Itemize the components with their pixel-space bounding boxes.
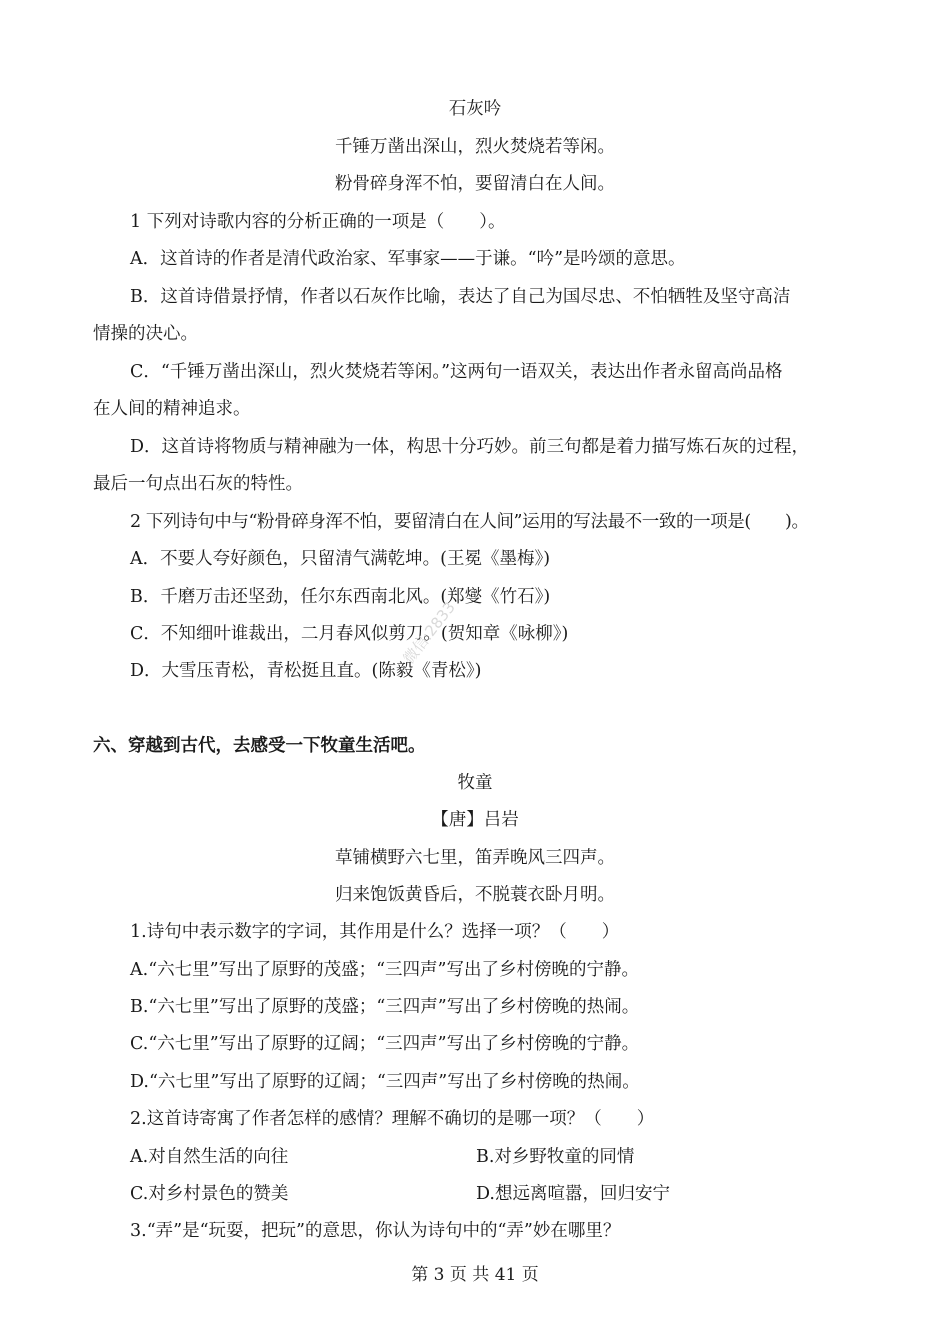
option-b: B.对乡野牧童的同情 [476,1147,635,1167]
page-footer: 第 3 页 共 41 页 [411,1265,539,1285]
option-c: C.对乡村景色的赞美 [130,1184,289,1204]
option-a: A.“六七里”写出了原野的茂盛；“三四声”写出了乡村傍晚的宁静。 [130,960,639,980]
question-stem: 3.“弄”是“玩耍，把玩”的意思，你认为诗句中的“弄”妙在哪里？ [130,1221,621,1241]
poem-title: 牧童 [457,773,493,793]
option-d: D．大雪压青松，青松挺且直。(陈毅《青松》) [130,661,482,681]
option-a: A．不要人夸好颜色，只留清气满乾坤。(王冕《墨梅》) [130,549,551,569]
option-c: C.“六七里”写出了原野的辽阔；“三四声”写出了乡村傍晚的宁静。 [130,1034,640,1054]
section-heading: 六、穿越到古代，去感受一下牧童生活吧。 [93,736,426,756]
poem-title: 石灰吟 [448,99,502,119]
option-c: C．不知细叶谁裁出，二月春风似剪刀。(贺知章《咏柳》) [130,624,569,644]
option-c: C．“千锤万凿出深山，烈火焚烧若等闲。”这两句一语双关，表达出作者永留高尚品格 [130,362,783,382]
option-b: B．这首诗借景抒情，作者以石灰作比喻，表达了自己为国尽忠、不怕牺牲及坚守高洁 [130,287,791,307]
option-a: A．这首诗的作者是清代政治家、军事家——于谦。“吟”是吟颂的意思。 [130,249,686,269]
poem-author: 【唐】吕岩 [431,810,519,830]
option-b-cont: 情操的决心。 [93,324,198,344]
option-a: A.对自然生活的向往 [130,1147,289,1167]
option-d: D.想远离喧嚣，回归安宁 [476,1184,670,1204]
option-b: B．千磨万击还坚劲，任尔东西南北风。(郑燮《竹石》) [130,587,551,607]
question-stem: 2 下列诗句中与“粉骨碎身浑不怕，要留清白在人间”运用的写法最不一致的一项是( )。 [130,512,809,532]
option-d: D．这首诗将物质与精神融为一体，构思十分巧妙。前三句都是着力描写炼石灰的过程， [130,437,810,457]
question-stem: 1.诗句中表示数字的字词，其作用是什么？选择一项？（ ） [130,922,620,942]
poem-line: 归来饱饭黄昏后，不脱蓑衣卧月明。 [335,885,615,905]
option-d: D.“六七里”写出了原野的辽阔；“三四声”写出了乡村傍晚的热闹。 [130,1072,640,1092]
watermark: 微信:2833 [399,598,459,668]
poem-line: 粉骨碎身浑不怕，要留清白在人间。 [335,174,615,194]
poem-line: 千锤万凿出深山，烈火焚烧若等闲。 [335,137,615,157]
question-stem: 1 下列对诗歌内容的分析正确的一项是（ ）。 [130,212,506,232]
question-stem: 2.这首诗寄寓了作者怎样的感情？理解不确切的是哪一项？（ ） [130,1109,655,1129]
option-b: B.“六七里”写出了原野的茂盛；“三四声”写出了乡村傍晚的热闹。 [130,997,640,1017]
option-c-cont: 在人间的精神追求。 [93,399,251,419]
option-d-cont: 最后一句点出石灰的特性。 [93,474,303,494]
poem-line: 草铺横野六七里，笛弄晚风三四声。 [335,848,615,868]
